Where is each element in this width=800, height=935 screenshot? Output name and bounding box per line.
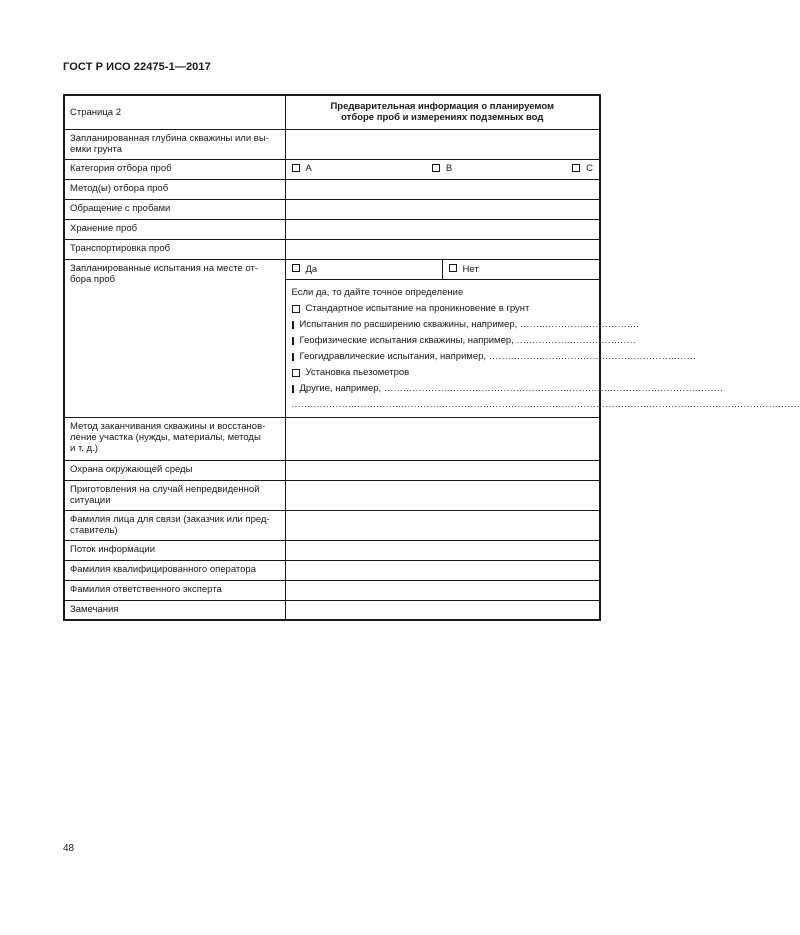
page-label-cell [64, 95, 285, 129]
contact-label: Фамилия лица для связи (заказчик или пред- ставитель) [64, 510, 285, 540]
emergency-field[interactable] [285, 480, 600, 510]
tests-options [285, 259, 800, 417]
checkbox-icon[interactable] [292, 164, 300, 172]
category-option-a[interactable]: А [292, 163, 312, 174]
storage-field[interactable] [285, 219, 600, 239]
checkbox-icon[interactable] [572, 164, 580, 172]
form-title-line1: Предварительная информация о планируемом [330, 101, 555, 113]
depth-label: Запланированная глубина скважины или вы- емки грунта [64, 129, 285, 159]
checkbox-icon[interactable] [292, 321, 294, 329]
test-option-geophysical[interactable]: Геофизические испытания скважины, например, ...................................... [292, 333, 594, 349]
contact-field[interactable] [285, 510, 600, 540]
expert-field[interactable] [285, 580, 600, 600]
category-options [285, 159, 600, 179]
test-option-other[interactable]: Другие, например, ............................................................................................................ [292, 381, 594, 397]
sampling-info-form [63, 94, 800, 621]
checkbox-icon[interactable] [292, 305, 300, 313]
form-title-cell [285, 95, 600, 129]
completion-label: Метод заканчивания скважины и восстанов- ление участка (нужды, материалы, методы и т. д.) [64, 417, 285, 460]
handling-field[interactable] [285, 199, 600, 219]
remarks-field[interactable] [285, 600, 600, 620]
transport-label: Транспортировка проб [64, 239, 285, 259]
test-option-geohydraulic[interactable]: Геогидравлические испытания, например, .................................................................. [292, 349, 594, 365]
checkbox-icon[interactable] [292, 264, 300, 272]
checkbox-icon[interactable] [449, 264, 457, 272]
checkbox-icon[interactable] [432, 164, 440, 172]
checkbox-icon[interactable] [292, 353, 294, 361]
expert-label: Фамилия ответственного эксперта [64, 580, 285, 600]
test-option-spt[interactable]: Стандартное испытание на проникновение в грунт [292, 301, 594, 317]
page-number: 48 [63, 843, 75, 854]
transport-field[interactable] [285, 239, 600, 259]
checkbox-icon[interactable] [292, 385, 294, 393]
tests-yes-option[interactable]: Да [286, 260, 443, 279]
completion-field[interactable] [285, 417, 600, 460]
tests-label: Запланированные испытания на месте от- бора проб [64, 259, 285, 417]
methods-field[interactable] [285, 179, 600, 199]
info-flow-label: Поток информации [64, 540, 285, 560]
checkbox-icon[interactable] [292, 369, 300, 377]
page-label: Страница 2 [70, 107, 121, 119]
checkbox-icon[interactable] [292, 337, 294, 345]
environment-field[interactable] [285, 460, 600, 480]
remarks-label: Замечания [64, 600, 285, 620]
test-other-continuation-line[interactable]: .................................................................................................................................................................. [291, 399, 800, 410]
methods-label: Метод(ы) отбора проб [64, 179, 285, 199]
category-label: Категория отбора проб [64, 159, 285, 179]
test-option-piezometers[interactable]: Установка пьезометров [292, 365, 594, 381]
category-option-c[interactable]: С [572, 163, 593, 174]
category-option-b[interactable]: В [432, 163, 452, 174]
tests-no-option[interactable]: Нет [443, 260, 485, 279]
operator-field[interactable] [285, 560, 600, 580]
depth-field[interactable] [285, 129, 600, 159]
form-title-line2: отборе проб и измерениях подземных вод [341, 112, 544, 124]
info-flow-field[interactable] [285, 540, 600, 560]
operator-label: Фамилия квалифицированного оператора [64, 560, 285, 580]
document-id: ГОСТ Р ИСО 22475-1—2017 [63, 61, 211, 73]
if-yes-instruction: Если да, то дайте точное определение [291, 287, 464, 298]
environment-label: Охрана окружающей среды [64, 460, 285, 480]
emergency-label: Приготовления на случай непредвиденной ситуации [64, 480, 285, 510]
test-option-borehole-expansion[interactable]: Испытания по расширению скважины, например, ...................................... [292, 317, 594, 333]
handling-label: Обращение с пробами [64, 199, 285, 219]
storage-label: Хранение проб [64, 219, 285, 239]
